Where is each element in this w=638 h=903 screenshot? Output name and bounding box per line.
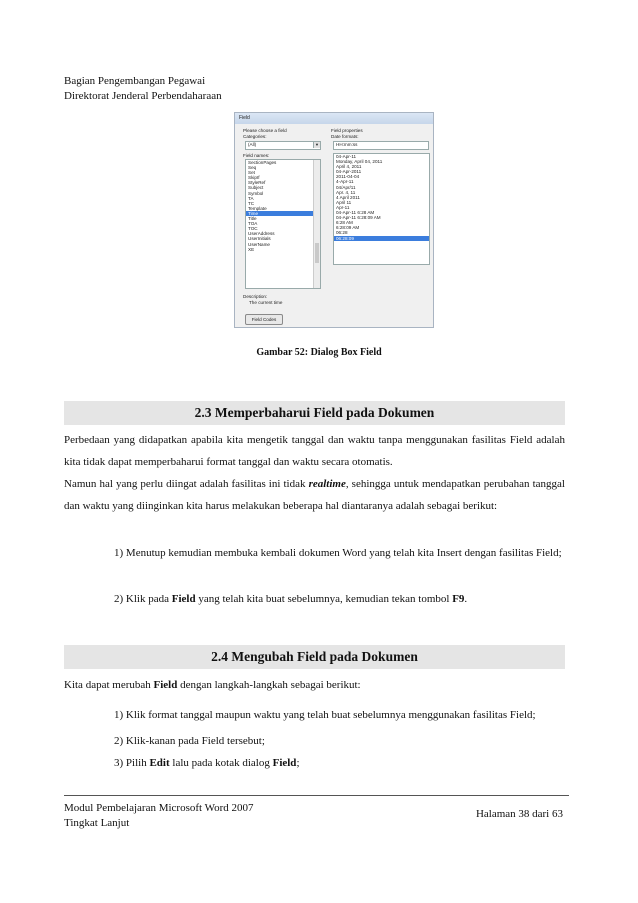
list-item: 1) Klik format tanggal maupun waktu yang telah buat sebelumnya menggunakan fasilitas Field; (114, 709, 536, 721)
list-option: 04-Apr-11 (336, 154, 357, 159)
list-option: 6:28:09 AM (336, 225, 360, 231)
list-option: Monday, April 04, 2011 (336, 159, 383, 165)
field-names-label: Field names: (243, 153, 270, 158)
list-option: Template (248, 205, 267, 211)
list-option: April 11 (336, 199, 352, 205)
paragraph: Kita dapat merubah Field dengan langkah-langkah sebagai berikut: (64, 679, 361, 691)
list-option: 2011-04-04 (336, 174, 360, 180)
list-option: 4-Apr-11 (336, 179, 354, 185)
list-option: 06:28:09 (334, 236, 429, 241)
list-option: 06:28 (336, 230, 348, 236)
list-option: TOA (248, 221, 258, 227)
list-option: Title (248, 216, 257, 222)
chevron-down-icon: ▼ (313, 142, 320, 148)
list-option: 04-Apr-2011 (336, 169, 362, 175)
header-directorate: Direktorat Jenderal Perbendaharaan (64, 90, 222, 102)
footer-module-title: Modul Pembelajaran Microsoft Word 2007 (64, 802, 254, 814)
section-heading-2-3: 2.3 Memperbaharui Field pada Dokumen (64, 401, 565, 425)
dialog-left-column (243, 128, 321, 289)
list-item: 1) Menutup kemudian membuka kembali dokumen Word yang telah kita Insert dengan fasilitas Field; (114, 547, 562, 559)
list-option: UserInitials (248, 236, 271, 242)
list-option: SkipIf (248, 175, 260, 181)
field-codes-button: Field Codes (245, 314, 283, 325)
field-names-list (245, 159, 321, 289)
list-option: Subject (248, 185, 264, 191)
list-option: TC (248, 200, 255, 206)
paragraph: Namun hal yang perlu diingat adalah fasilitas ini tidak realtime, sehingga untuk mendapatkan perubahan tanggal dan waktu yang diinginkan kita harus melakukan beberapa hal diantaranya adalah sebagai berikut: (64, 478, 565, 512)
list-option: 6:28 AM (336, 220, 353, 226)
list-option: Apr-11 (336, 204, 350, 210)
categories-label: Categories: (243, 134, 267, 139)
list-option: TA (248, 195, 254, 201)
list-option: Set (248, 170, 255, 176)
list-option: XE (248, 246, 255, 252)
list-option: UserAddress (248, 231, 275, 237)
right-heading: Field properties (331, 128, 363, 133)
list-option: 04-Apr-11 6:28 AM (336, 210, 375, 216)
description-text: The current time (249, 300, 283, 305)
date-formats-list (333, 153, 430, 265)
categories-select (245, 141, 321, 150)
list-option: SectionPages (248, 160, 277, 165)
page-number: Halaman 38 dari 63 (475, 808, 563, 820)
list-option: 04-Apr-11 6:28:09 AM (336, 215, 381, 221)
list-option: Time (246, 211, 320, 216)
list-item: 3) Pilih Edit lalu pada kotak dialog Field; (114, 757, 300, 769)
description-label: Description: (243, 294, 268, 299)
list-option: 04/Apr/11 (336, 184, 356, 190)
left-heading: Please choose a field (243, 128, 287, 133)
footer-module-level: Tingkat Lanjut (64, 817, 130, 829)
figure-caption: Gambar 52: Dialog Box Field (256, 347, 382, 358)
list-option: Apr. 4, 11 (336, 189, 356, 195)
description-area (243, 294, 393, 306)
list-option: Symbol (248, 190, 264, 196)
list-option: TOC (248, 226, 258, 232)
section-heading-2-4: 2.4 Mengubah Field pada Dokumen (64, 645, 565, 669)
date-formats-label: Date formats: (331, 134, 359, 139)
dialog-title: Field (235, 113, 433, 124)
footer-divider (64, 795, 569, 796)
list-option: StyleRef (248, 180, 266, 186)
list-item: 2) Klik-kanan pada Field tersebut; (114, 735, 265, 747)
paragraph: Perbedaan yang didapatkan apabila kita mengetik tanggal dan waktu tanpa menggunakan fasilitas Field adalah kita tidak dapat memperbaharui format tanggal dan waktu secara otomatis. (64, 434, 565, 468)
footer-module (64, 801, 254, 831)
scrollbar (313, 160, 320, 288)
list-option: Seq (248, 165, 257, 171)
list-option: 4 April 2011 (336, 194, 360, 200)
list-item: 2) Klik pada Field yang telah kita buat sebelumnya, kemudian tekan tombol F9. (114, 593, 468, 605)
header-department: Bagian Pengembangan Pegawai (64, 75, 206, 87)
list-option: UserName (248, 241, 270, 247)
field-dialog-image (234, 112, 434, 328)
dialog-right-column (331, 128, 431, 265)
list-option: April 4, 2011 (336, 164, 362, 170)
page-header (64, 74, 222, 104)
categories-value: (All) (248, 142, 257, 147)
date-format-input: HH:mm:ss (333, 141, 429, 150)
